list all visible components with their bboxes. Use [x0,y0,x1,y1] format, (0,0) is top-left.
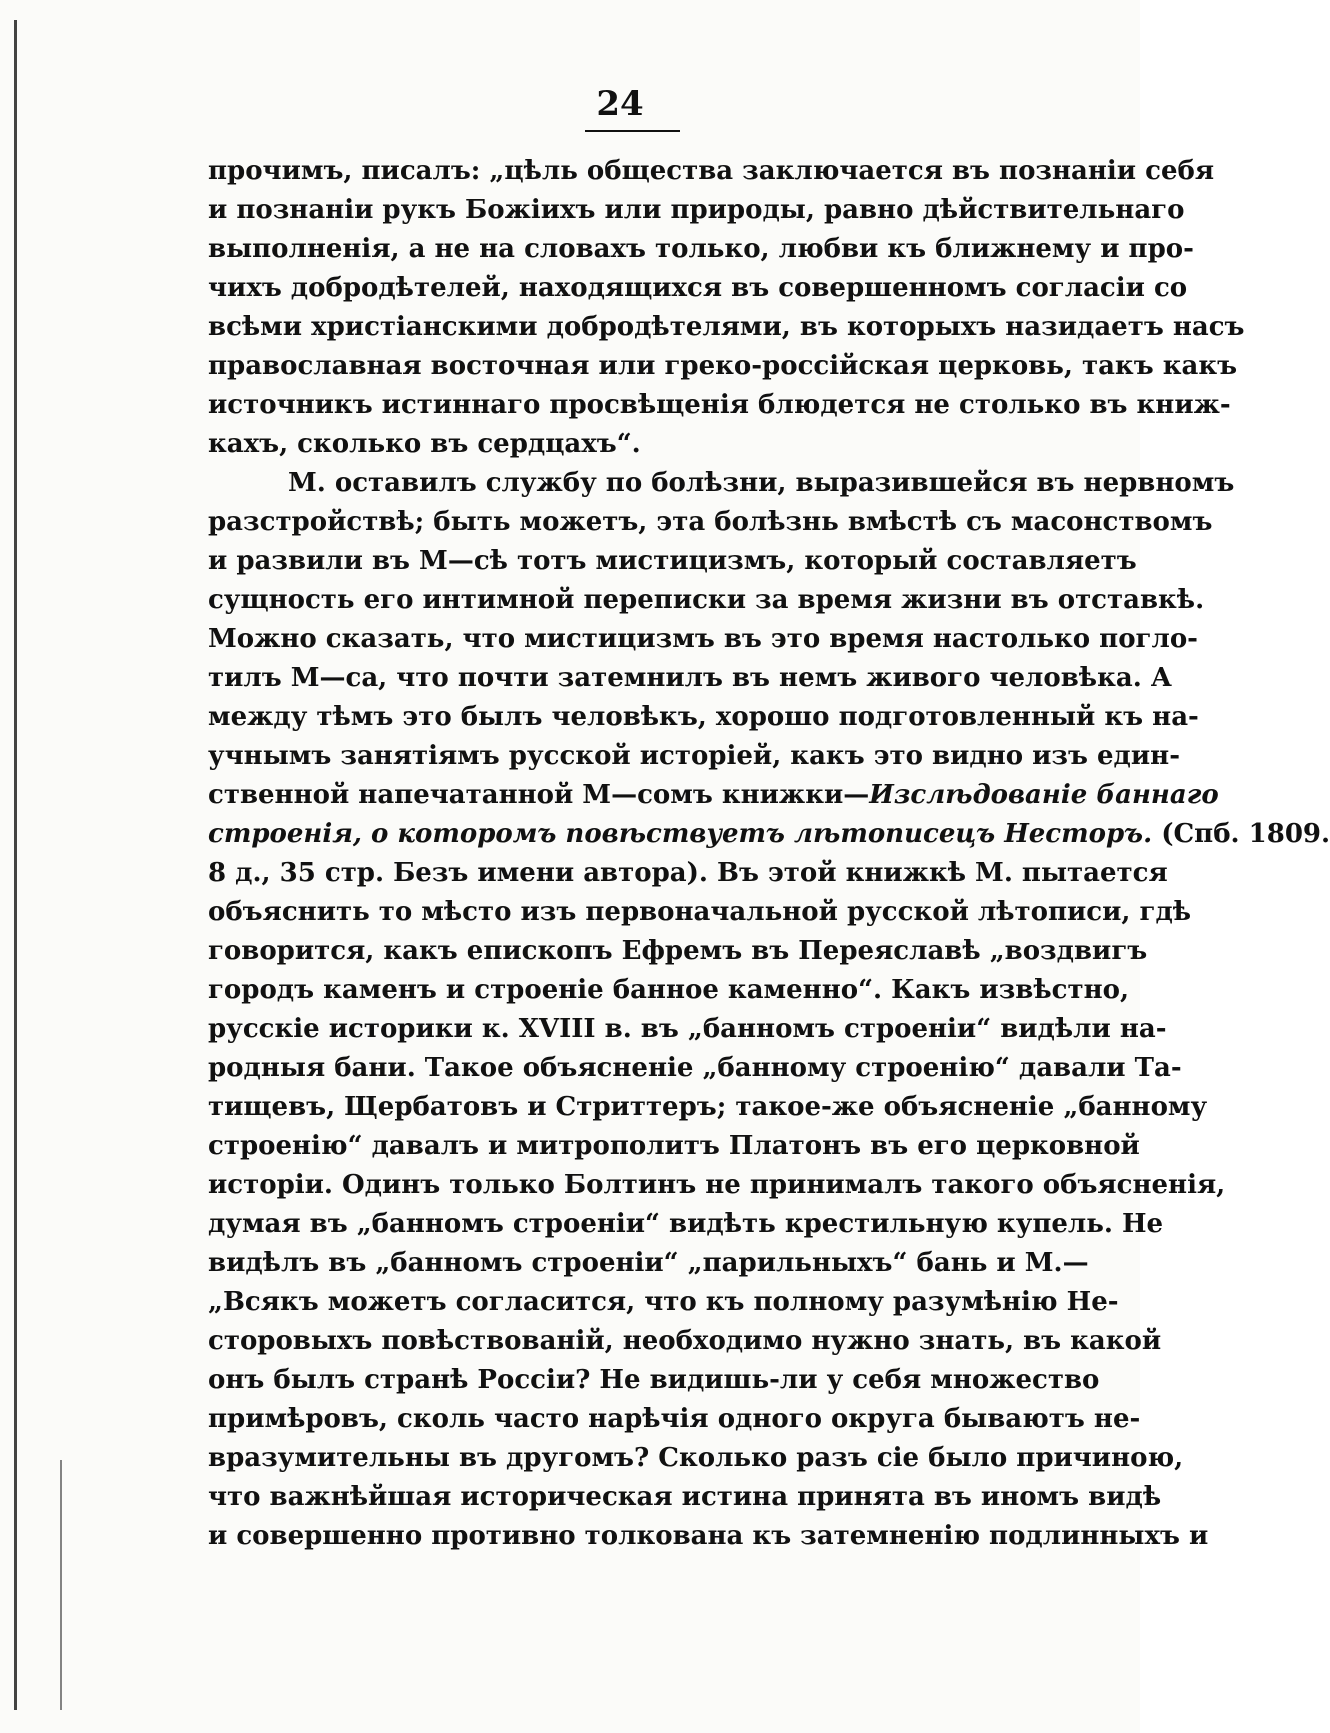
text-line: тилъ М—са, что почти затемнилъ въ немъ живого человѣка. А [208,663,1172,693]
text-line: городъ каменъ и строеніе банное каменно“. Какъ извѣстно, [208,975,1129,1005]
text-line: сущность его интимной переписки за время жизни въ отставкѣ. [208,585,1205,615]
text-line: Можно сказать, что мистицизмъ въ это время настолько погло- [208,624,1198,654]
text-line: источникъ истиннаго просвѣщенія блюдется не столько въ книж- [208,390,1231,420]
text-line [208,815,1330,854]
binding-edge-mark [60,1460,62,1710]
text-segment: ственной напечатанной М—сомъ книжки— [208,780,870,810]
text-line: между тѣмъ это былъ человѣкъ, хорошо подготовленный къ на- [208,702,1199,732]
text-line: и познаніи рукъ Божіихъ или природы, равно дѣйствительнаго [208,195,1185,225]
text-segment: (Спб. 1809. [1161,819,1330,849]
text-line: чихъ добродѣтелей, находящихся въ совершенномъ согласіи со [208,273,1188,303]
text-line: говорится, какъ епископъ Ефремъ въ Переяславѣ „воздвигъ [208,936,1148,966]
text-line: видѣлъ въ „банномъ строеніи“ „парильныхъ“ бань и М.— [208,1248,1089,1278]
text-line: родныя бани. Такое объясненіе „банному строенію“ давали Та- [208,1053,1182,1083]
text-line: что важнѣйшая историческая истина принята въ иномъ видѣ [208,1482,1162,1512]
text-line: выполненія, а не на словахъ только, любви къ ближнему и про- [208,234,1194,264]
body-text [208,152,1330,1556]
book-title-italic: Изслѣдованіе баннаго [869,780,1219,810]
text-line: и совершенно противно толкована къ затемненію подлинныхъ и [208,1521,1209,1551]
text-line [208,776,1219,815]
text-line: строенію“ давалъ и митрополитъ Платонъ въ его церковной [208,1131,1140,1161]
text-line: тищевъ, Щербатовъ и Стриттеръ; такое-же объясненіе „банному [208,1092,1208,1122]
text-line: объяснить то мѣсто изъ первоначальной русской лѣтописи, гдѣ [208,897,1192,927]
page-number-rule [585,130,680,132]
text-line: прочимъ, писалъ: „цѣль общества заключается въ познаніи себя [208,156,1215,186]
text-line: кахъ, сколько въ сердцахъ“. [208,429,641,459]
page-number: 24 [596,84,644,124]
binding-edge [14,20,17,1710]
text-line: „Всякъ можетъ согласится, что къ полному разумѣнію Не- [208,1287,1119,1317]
text-line: 8 д., 35 стр. Безъ имени автора). Въ этой книжкѣ М. пытается [208,858,1168,888]
book-title-italic: строенія, о которомъ повѣствуетъ лѣтописецъ Несторъ. [208,819,1153,849]
text-line: учнымъ занятіямъ русской исторіей, какъ это видно изъ един- [208,741,1180,771]
text-line: православная восточная или греко-россійская церковь, такъ какъ [208,351,1238,381]
text-line: исторіи. Одинъ только Болтинъ не принималъ такого объясненія, [208,1170,1226,1200]
text-line: сторовыхъ повѣствованій, необходимо нужно знать, въ какой [208,1326,1162,1356]
text-line: примѣровъ, сколь часто нарѣчія одного округа бываютъ не- [208,1404,1141,1434]
text-line: разстройствѣ; быть можетъ, эта болѣзнь вмѣстѣ съ масонствомъ [208,507,1213,537]
text-line: М. оставилъ службу по болѣзни, выразившейся въ нервномъ [288,468,1235,498]
text-line: онъ былъ странѣ Россіи? Не видишь-ли у себя множество [208,1365,1100,1395]
text-line: вразумительны въ другомъ? Сколько разъ сіе было причиною, [208,1443,1184,1473]
text-line: думая въ „банномъ строеніи“ видѣть крестильную купель. Не [208,1209,1164,1239]
text-line: всѣми христіанскими добродѣтелями, въ которыхъ назидаетъ насъ [208,312,1245,342]
text-line: и развили въ М—сѣ тотъ мистицизмъ, который составляетъ [208,546,1137,576]
text-line: русскіе историки к. XVIII в. въ „банномъ строеніи“ видѣли на- [208,1014,1167,1044]
